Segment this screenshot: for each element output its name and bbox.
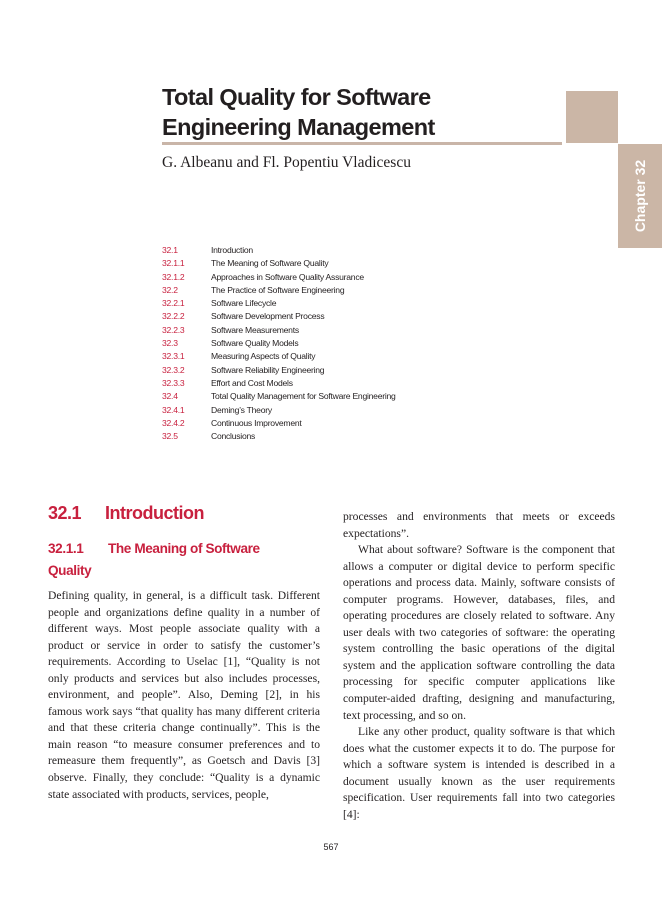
toc-entry-title: Conclusions xyxy=(211,431,256,442)
subsection-title-line-1: The Meaning of Software xyxy=(108,541,260,556)
toc-entry-number: 32.1 xyxy=(162,245,178,255)
toc-entry-number: 32.4.1 xyxy=(162,404,185,415)
decorative-corner-box xyxy=(566,91,618,143)
toc-entry[interactable] xyxy=(162,297,482,310)
toc-entry[interactable] xyxy=(162,310,482,323)
toc-entry-title: Software Reliability Engineering xyxy=(211,364,325,375)
chapter-authors: G. Albeanu and Fl. Popentiu Vladicescu xyxy=(162,154,411,171)
toc-entry[interactable] xyxy=(162,350,482,363)
toc-entry-number: 32.2 xyxy=(162,284,178,295)
toc-entry-number: 32.3 xyxy=(162,338,178,349)
section-heading xyxy=(48,503,204,524)
toc-entry-title: The Practice of Software Engineering xyxy=(211,284,345,295)
toc-entry-title: The Meaning of Software Quality xyxy=(211,258,329,269)
toc-entry-number: 32.3.1 xyxy=(162,351,185,362)
toc-entry-number: 32.1.2 xyxy=(162,271,185,282)
toc-entry-title: Effort and Cost Models xyxy=(211,377,293,388)
page-number: 567 xyxy=(323,842,339,852)
subsection-heading xyxy=(48,538,328,582)
toc-entry-title: Introduction xyxy=(211,245,253,255)
toc-entry[interactable] xyxy=(162,324,482,337)
left-text-column xyxy=(48,588,320,803)
body-paragraph: Like any other product, quality software is that which does what the customer expects it to do. The purpose for which a software system is intended is described in a document usually known as the user requirements specification. User requirements fall into two categories [4]: xyxy=(343,725,615,821)
toc-entry-number: 32.2.3 xyxy=(162,324,185,335)
table-of-contents xyxy=(162,244,482,443)
toc-entry-title: Total Quality Management for Software Engineering xyxy=(211,391,396,402)
toc-entry-number: 32.2.2 xyxy=(162,311,185,322)
toc-entry-title: Continuous Improvement xyxy=(211,417,302,428)
toc-entry[interactable] xyxy=(162,377,482,390)
toc-entry-number: 32.3.2 xyxy=(162,364,185,375)
chapter-title xyxy=(162,82,562,142)
body-paragraph: Defining quality, in general, is a difficult task. Different people and organizations define quality in a number of different ways. Most people associate quality with a product or service in order to satisfy the customer’s requirements. According to Uselac [1], “Quality is not only products and services but also includes processes, environment, and people”. Also, Deming [2], in his famous work says “that quality has many different criteria and that these criteria change continually”. This is the main reason “to measure consumer preferences and to remeasure them frequently”, as Goetsch and Davis [3] observe. Finally, they conclude: “Quality is a dynamic state associated with products, services, people, xyxy=(48,589,320,801)
toc-entry-number: 32.3.3 xyxy=(162,377,185,388)
toc-entry[interactable] xyxy=(162,390,482,403)
toc-entry-number: 32.2.1 xyxy=(162,298,185,309)
section-number: 32.1 xyxy=(48,503,82,523)
chapter-title-line-2: Engineering Management xyxy=(162,114,435,140)
toc-entry-title: Approaches in Software Quality Assurance xyxy=(211,271,364,282)
toc-entry[interactable] xyxy=(162,337,482,350)
body-paragraph: What about software? Software is the component that allows a computer or digital device to perform specific operations and process data. Mainly, software consists of computer programs. However, databases, files, and operating procedures are closely related to software. Any user deals with two categories of software: the operating system controlling the basic operations of the digital system and the application software controlling the data processing for specific computer applications like computer-aided drafting, designing and manufacturing, text processing, and so on. xyxy=(343,543,615,722)
toc-entry[interactable] xyxy=(162,404,482,417)
toc-entry[interactable] xyxy=(162,284,482,297)
chapter-title-line-1: Total Quality for Software xyxy=(162,84,431,110)
toc-entry-number: 32.5 xyxy=(162,431,178,442)
toc-entry-number: 32.1.1 xyxy=(162,258,185,269)
subsection-number: 32.1.1 xyxy=(48,541,84,556)
right-text-column xyxy=(343,509,615,823)
toc-entry[interactable] xyxy=(162,417,482,430)
section-title: Introduction xyxy=(105,503,204,523)
toc-entry[interactable] xyxy=(162,244,482,257)
toc-entry-number: 32.4.2 xyxy=(162,417,185,428)
chapter-tab-label: Chapter 32 xyxy=(632,159,648,233)
toc-entry-title: Software Lifecycle xyxy=(211,298,277,309)
subsection-title-line-2: Quality xyxy=(48,563,92,578)
toc-entry-title: Software Quality Models xyxy=(211,338,299,349)
chapter-side-tab xyxy=(618,144,662,248)
toc-entry[interactable] xyxy=(162,271,482,284)
toc-entry-title: Software Development Process xyxy=(211,311,325,322)
title-underline-rule xyxy=(162,142,562,145)
toc-entry[interactable] xyxy=(162,257,482,270)
toc-entry[interactable] xyxy=(162,364,482,377)
body-paragraph: processes and environments that meets or exceeds expectations”. xyxy=(343,510,615,540)
toc-entry-title: Deming’s Theory xyxy=(211,404,272,415)
toc-entry-title: Measuring Aspects of Quality xyxy=(211,351,316,362)
toc-entry-title: Software Measurements xyxy=(211,324,299,335)
toc-entry[interactable] xyxy=(162,430,482,443)
toc-entry-number: 32.4 xyxy=(162,391,178,402)
